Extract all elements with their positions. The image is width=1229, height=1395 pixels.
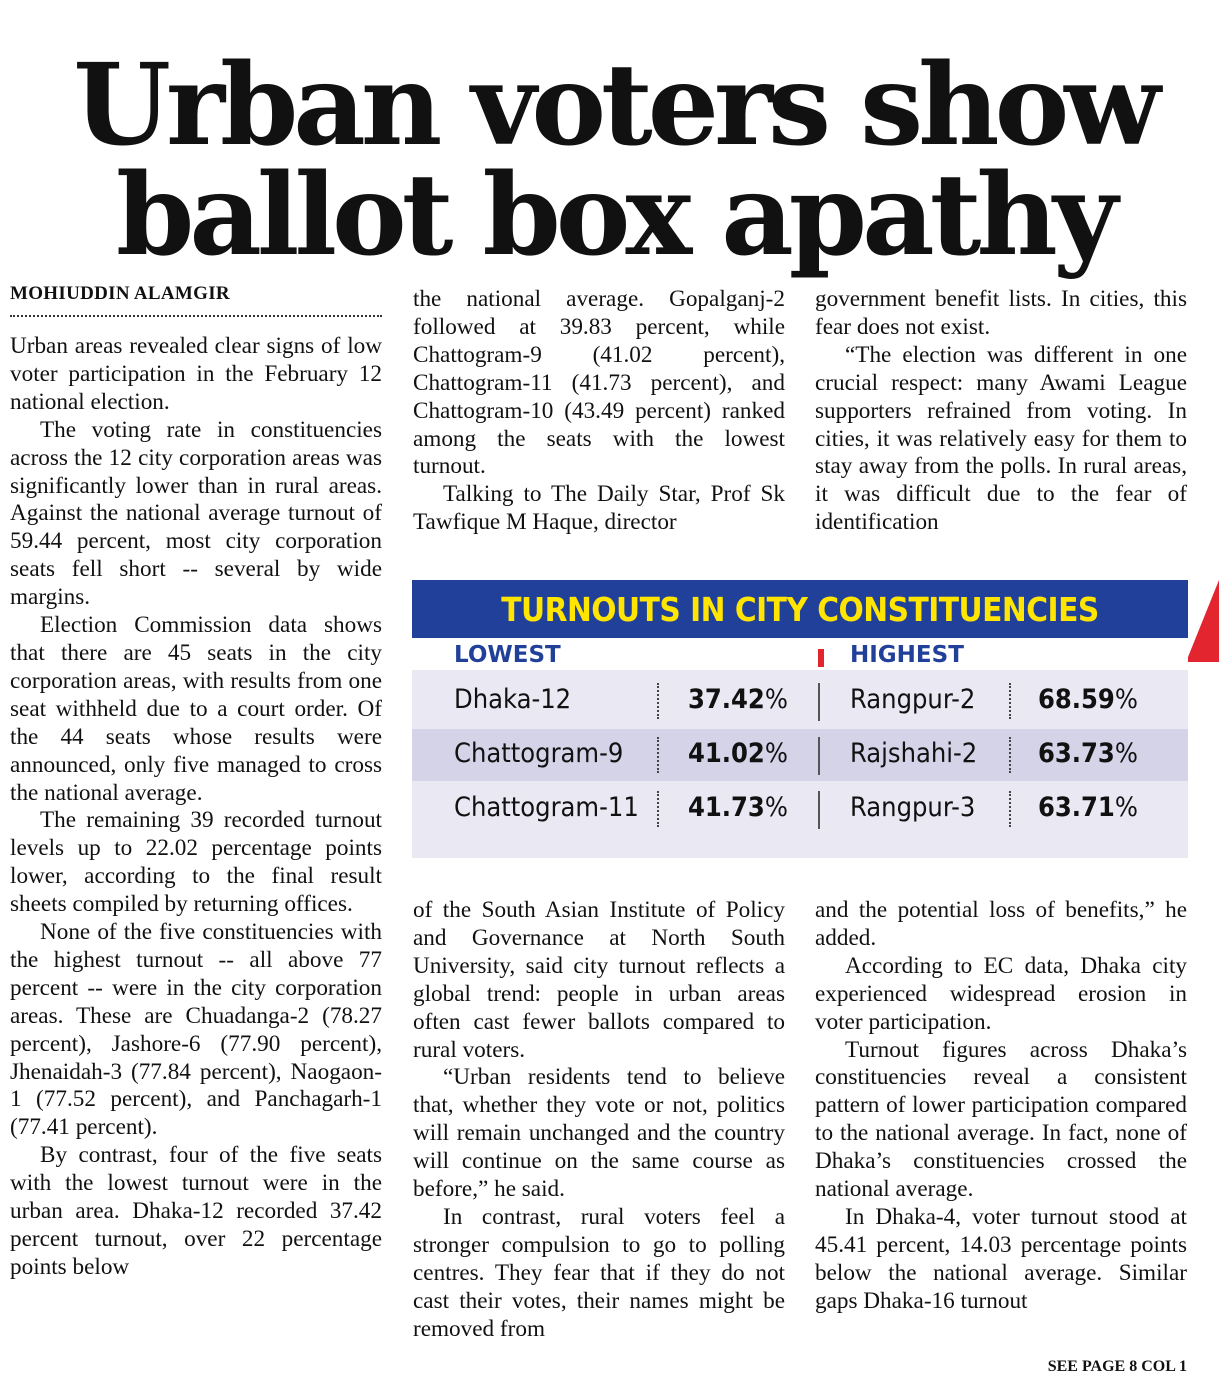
high-constituency: Rangpur-3 xyxy=(850,792,976,823)
divider-marker xyxy=(818,649,824,667)
table-row xyxy=(412,729,1188,781)
dotted-separator xyxy=(1009,791,1011,827)
high-turnout: 68.59% xyxy=(1038,684,1138,715)
paragraph: and the potential loss of benefits,” he added. xyxy=(815,897,1187,951)
paragraph: According to EC data, Dhaka city experienced widespread erosion in voter participation. xyxy=(815,952,1187,1035)
corner-accent xyxy=(1186,580,1219,662)
article-column-2-top xyxy=(413,286,785,537)
column-separator xyxy=(818,683,820,721)
highest-label: HIGHEST xyxy=(850,642,964,668)
dotted-separator xyxy=(1009,683,1011,719)
paragraph: In contrast, rural voters feel a stronger compulsion to go to polling centres. They fear that if they do not cast their votes, their names might be removed from xyxy=(413,1203,785,1342)
lowest-label: LOWEST xyxy=(412,638,1188,670)
headline-line-2: ballot box apathy xyxy=(116,150,1113,281)
paragraph: government benefit lists. In cities, this fear does not exist. xyxy=(815,286,1187,340)
paragraph: Urban areas revealed clear signs of low voter participation in the February 12 national election. xyxy=(10,333,382,415)
low-turnout: 41.02% xyxy=(688,738,788,769)
article-column-2-bottom xyxy=(413,897,785,1344)
low-turnout: 41.73% xyxy=(688,792,788,823)
table-row xyxy=(412,675,1188,727)
low-constituency: Chattogram-11 xyxy=(454,792,639,823)
dotted-separator xyxy=(657,737,659,773)
table-row xyxy=(412,783,1188,835)
dotted-separator xyxy=(657,683,659,719)
paragraph: By contrast, four of the five seats with the lowest turnout were in the urban area. Dhaka-12 recorded 37.42 percent turnout, over 22 percentage points below xyxy=(10,1142,382,1280)
paragraph: In Dhaka-4, voter turnout stood at 45.41 percent, 14.03 percentage points below the national average. Similar gaps Dhaka-16 turnout xyxy=(815,1203,1187,1314)
dotted-separator xyxy=(1009,737,1011,773)
low-constituency: Dhaka-12 xyxy=(454,684,572,715)
paragraph: of the South Asian Institute of Policy and Governance at North South University, said city turnout reflects a global trend: people in urban areas often cast fewer ballots compared to rural voters. xyxy=(413,897,785,1063)
paragraph: “The election was different in one crucial respect: many Awami League supporters refrained from voting. In cities, it was relatively easy for them to stay away from the polls. In rural areas, it was difficult due to the fear of identification xyxy=(815,341,1187,536)
article-column-1 xyxy=(10,333,382,1282)
paragraph: Election Commission data shows that there are 45 seats in the city corporation areas, with results from one seat withheld due to a court order. Of the 44 seats whose results were announced, only five managed to cross the national average. xyxy=(10,612,382,806)
paragraph: The remaining 39 recorded turnout levels up to 22.02 percentage points lower, according to the final result sheets compiled by returning offices. xyxy=(10,807,382,918)
article-column-3-top xyxy=(815,286,1187,537)
high-constituency: Rajshahi-2 xyxy=(850,738,978,769)
paragraph: “Urban residents tend to believe that, whether they vote or not, politics will remain unchanged and the country will continue on the same course as before,” he said. xyxy=(413,1064,785,1203)
paragraph: Turnout figures across Dhaka’s constituencies reveal a consistent pattern of lower participation compared to the national average. In fact, none of Dhaka’s constituencies crossed the national average. xyxy=(815,1036,1187,1203)
high-turnout: 63.73% xyxy=(1038,738,1138,769)
paragraph: The voting rate in constituencies across the 12 city corporation areas was significantly lower than in rural areas. Against the national average turnout of 59.44 percent, most city corporation seats fell short -- several by wide margins. xyxy=(10,416,382,611)
low-turnout: 37.42% xyxy=(688,684,788,715)
high-turnout: 63.71% xyxy=(1038,792,1138,823)
dotted-separator xyxy=(657,791,659,827)
column-separator xyxy=(818,791,820,829)
paragraph: the national average. Gopalganj-2 followed at 39.83 percent, while Chattogram-9 (41.02 percent), Chattogram-11 (41.73 percent), and Chattogram-10 (43.49 percent) ranked among the seats with the lowest turnout. xyxy=(413,286,785,480)
paragraph: None of the five constituencies with the highest turnout -- all above 77 percent -- were in the city corporation areas. These are Chuadanga-2 (78.27 percent), Jashore-6 (77.90 percent), Jhenaidah-3 (77.84 percent), Naogaon-1 (77.52 percent), and Panchagarh-1 (77.41 percent). xyxy=(10,919,382,1141)
article-column-3-bottom xyxy=(815,897,1187,1316)
low-constituency: Chattogram-9 xyxy=(454,738,624,769)
byline: MOHIUDDIN ALAMGIR xyxy=(10,283,382,317)
high-constituency: Rangpur-2 xyxy=(850,684,976,715)
turnout-infobox xyxy=(412,580,1188,858)
infobox-title: TURNOUTS IN CITY CONSTITUENCIES xyxy=(412,580,1188,638)
column-separator xyxy=(818,737,820,775)
paragraph: Talking to The Daily Star, Prof Sk Tawfique M Haque, director xyxy=(413,481,785,536)
continuation-jump[interactable]: SEE PAGE 8 COL 1 xyxy=(1047,1358,1187,1375)
headline-line-1: Urban voters show xyxy=(73,40,1156,171)
